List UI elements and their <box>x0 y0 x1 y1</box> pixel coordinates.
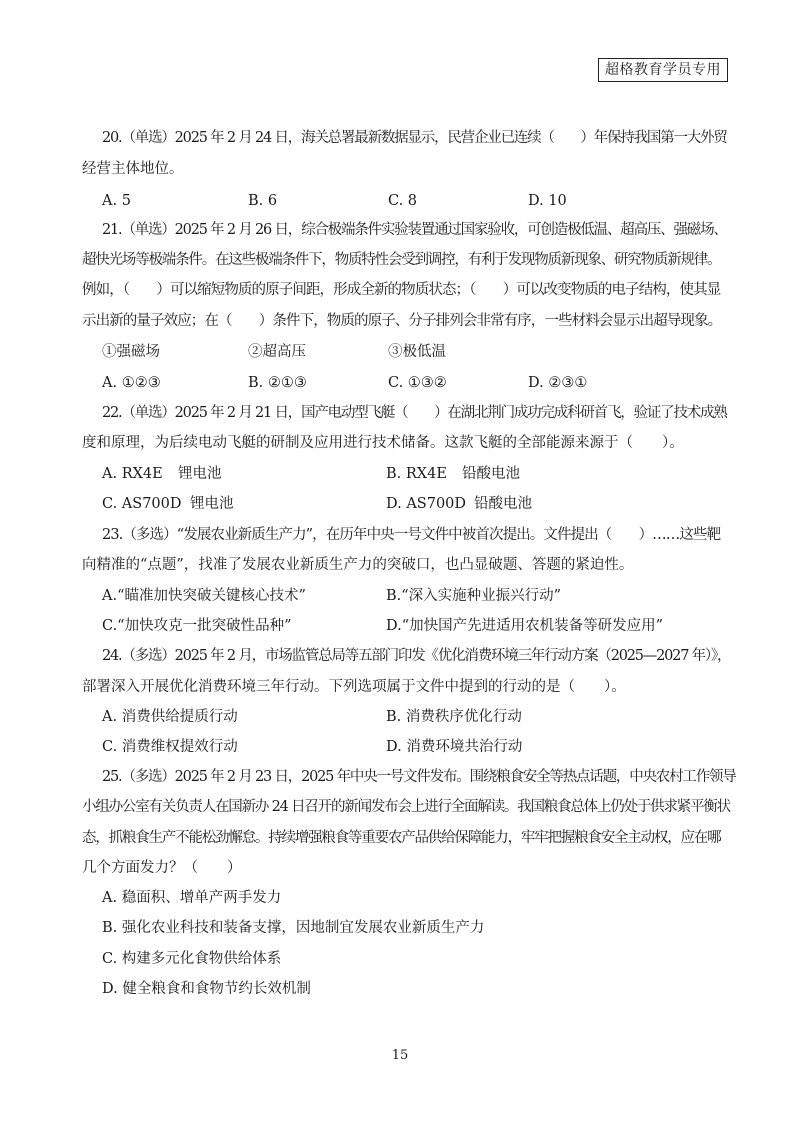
option-c: C. ①③② <box>388 375 447 391</box>
option-c: C. 8 <box>388 193 418 209</box>
question-text-line: 超快光场等极端条件。在这些极端条件下，物质特性会受到调控，有利于发现物质新现象、研究物质新规律。 <box>82 252 721 268</box>
option-d: D. 10 <box>528 193 567 209</box>
option-d: D. 健全粮食和食物节约长效机制 <box>102 981 311 997</box>
question-text-line: 度和原理，为后续电动飞艇的研制及应用进行技术储备。这款飞艇的全部能源来源于（ ）。 <box>82 435 684 451</box>
statement-item: ①强磁场 <box>102 344 160 360</box>
question-text-line: 24.（多选）2025 年 2 月，市场监管总局等五部门印发《优化消费环境三年行动方案（2025—2027 年）》， <box>102 648 731 664</box>
question-text-line: 态，抓粮食生产不能松劲懈怠。持续增强粮食等重要农产品供给保障能力，牢牢把握粮食安全主动权，应在哪 <box>82 830 721 846</box>
option-a: A.“瞄准加快突破关键核心技术” <box>102 588 306 604</box>
question-text-line: 23.（多选）“发展农业新质生产力”，在历年中央一号文件中被首次提出。文件提出（ ）……这些靶 <box>102 527 721 543</box>
option-b-value: 铅酸电池 <box>462 466 520 482</box>
option-b: B. 强化农业科技和装备支撑，因地制宜发展农业新质生产力 <box>102 920 485 936</box>
option-d-label: D. AS700D <box>386 496 467 512</box>
option-d-value: 铅酸电池 <box>474 496 532 512</box>
option-d: D.“加快国产先进适用农机装备等研发应用” <box>386 618 664 634</box>
question-text-line: 几个方面发力？（ ） <box>82 860 242 876</box>
option-a: A. 稳面积、增单产两手发力 <box>102 890 282 906</box>
option-c: C.“加快攻克一批突破性品种” <box>102 618 292 634</box>
question-text-line: 经营主体地位。 <box>82 161 184 177</box>
question-text-line: 例如，（ ）可以缩短物质的原子间距，形成全新的物质状态；（ ）可以改变物质的电子结构，使其显 <box>82 282 721 298</box>
statement-item: ②超高压 <box>248 344 306 360</box>
option-b: B. 消费秩序优化行动 <box>386 709 522 725</box>
option-a: A. 消费供给提质行动 <box>102 709 238 725</box>
option-a-label: A. RX4E <box>102 466 163 482</box>
option-c-value: 锂电池 <box>190 496 234 512</box>
option-b: B. ②①③ <box>248 375 307 391</box>
question-text-line: 21.（单选）2025 年 2 月 26 日，综合极端条件实验装置通过国家验收，可创造极低温、超高压、强磁场、 <box>102 222 727 238</box>
question-text-line: 20.（单选）2025 年 2 月 24 日，海关总署最新数据显示，民营企业已连续（ ）年保持我国第一大外贸 <box>102 130 727 146</box>
option-b: B.“深入实施种业振兴行动” <box>386 588 562 604</box>
option-c-label: C. AS700D <box>102 496 182 512</box>
option-a: A. 5 <box>102 193 131 209</box>
option-a-value: 锂电池 <box>178 466 222 482</box>
question-text-line: 示出新的量子效应；在（ ）条件下，物质的原子、分子排列会非常有序，一些材料会显示出超导现象。 <box>82 313 722 329</box>
question-text-line: 小组办公室有关负责人在国新办 24 日召开的新闻发布会上进行全面解读。我国粮食总体上仍处于供求紧平衡状 <box>82 799 730 815</box>
option-d: D. 消费环境共治行动 <box>386 739 523 755</box>
header-badge: 超格教育学员专用 <box>598 58 728 82</box>
option-a: A. ①②③ <box>102 375 161 391</box>
option-d: D. ②③① <box>528 375 588 391</box>
option-c: C. 消费维权提效行动 <box>102 739 238 755</box>
question-text-line: 25.（多选）2025 年 2 月 23 日，2025 年中央一号文件发布。围绕粮食安全等热点话题，中央农村工作领导 <box>102 769 736 785</box>
question-text-line: 22.（单选）2025 年 2 月 21 日，国产电动型飞艇（ ）在湖北荆门成功完成科研首飞，验证了技术成熟 <box>102 405 727 421</box>
statement-item: ③极低温 <box>388 344 446 360</box>
question-text-line: 向精准的“点题”，找准了发展农业新质生产力的突破口，也凸显破题、答题的紧迫性。 <box>82 557 634 573</box>
option-b-label: B. RX4E <box>386 466 447 482</box>
page-number: 15 <box>391 1048 409 1063</box>
option-c: C. 构建多元化食物供给体系 <box>102 951 282 967</box>
option-b: B. 6 <box>248 193 278 209</box>
question-text-line: 部署深入开展优化消费环境三年行动。下列选项属于文件中提到的行动的是（ ）。 <box>82 679 626 695</box>
